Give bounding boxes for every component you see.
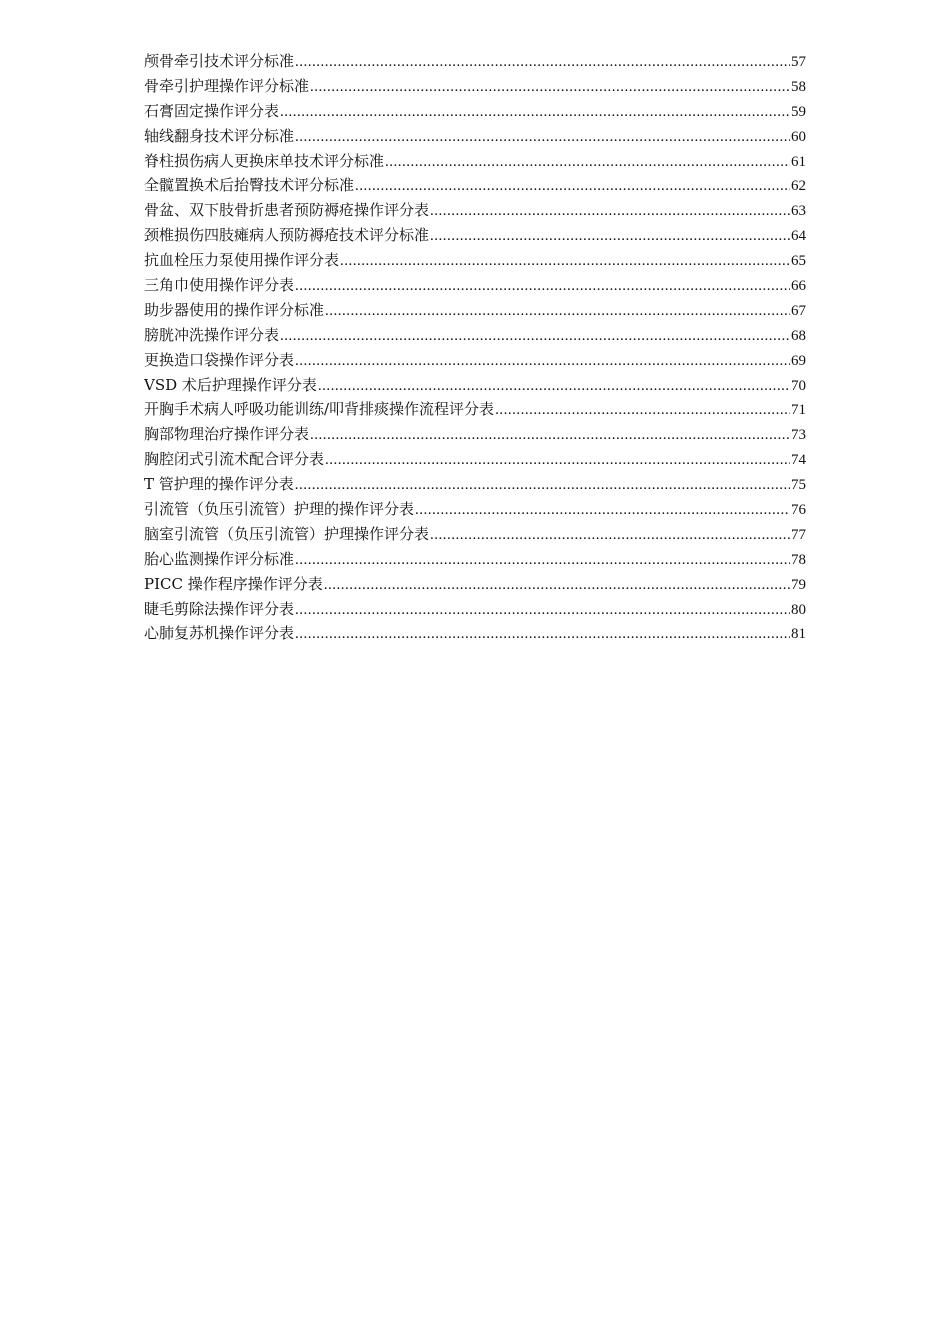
toc-entry-title: 开胸手术病人呼吸功能训练/叩背排痰操作流程评分表 (144, 400, 495, 419)
toc-entry-page: 66 (791, 278, 806, 295)
toc-dot-leader (295, 622, 790, 646)
toc-entry[interactable] (144, 621, 806, 646)
toc-entry-title: VSD 术后护理操作评分表 (144, 375, 317, 394)
toc-entry[interactable] (144, 572, 806, 597)
toc-entry[interactable] (144, 397, 806, 422)
toc-entry[interactable] (144, 248, 806, 273)
toc-entry-title: 心肺复苏机操作评分表 (144, 624, 295, 643)
toc-dot-leader (430, 523, 790, 547)
toc-entry[interactable] (144, 124, 806, 149)
toc-entry-title: 更换造口袋操作评分表 (144, 350, 295, 369)
toc-dot-leader (355, 174, 790, 198)
toc-entry-page: 61 (791, 153, 806, 170)
toc-entry[interactable] (144, 422, 806, 447)
toc-dot-leader (385, 150, 790, 174)
toc-entry-title: 胸腔闭式引流术配合评分表 (144, 450, 325, 469)
toc-entry[interactable] (144, 198, 806, 223)
toc-entry-title: 骨牵引护理操作评分标准 (144, 76, 310, 95)
toc-entry-page: 64 (791, 228, 806, 245)
toc-entry-title: 胸部物理治疗操作评分表 (144, 425, 310, 444)
toc-entry-page: 76 (791, 502, 806, 519)
toc-dot-leader (295, 125, 790, 149)
toc-entry-page: 71 (791, 402, 806, 419)
toc-entry-title: 胎心监测操作评分标准 (144, 549, 295, 568)
toc-entry-title: 骨盆、双下肢骨折患者预防褥疮操作评分表 (144, 201, 430, 220)
toc-entry[interactable] (144, 522, 806, 547)
toc-entry[interactable] (144, 223, 806, 248)
toc-entry[interactable] (144, 273, 806, 298)
toc-entry-page: 69 (791, 352, 806, 369)
toc-entry-page: 80 (791, 601, 806, 618)
toc-entry-title: 抗血栓压力泵使用操作评分表 (144, 251, 340, 270)
toc-entry-page: 65 (791, 253, 806, 270)
toc-entry-page: 78 (791, 551, 806, 568)
toc-entry[interactable] (144, 447, 806, 472)
toc-entry[interactable] (144, 547, 806, 572)
toc-entry-title: 石膏固定操作评分表 (144, 101, 280, 120)
toc-entry-page: 60 (791, 128, 806, 145)
toc-dot-leader (310, 75, 790, 99)
toc-dot-leader (295, 50, 790, 74)
toc-entry-title: 引流管（负压引流管）护理的操作评分表 (144, 500, 415, 519)
toc-entry-page: 74 (791, 452, 806, 469)
toc-entry-page: 58 (791, 78, 806, 95)
toc-entry[interactable] (144, 74, 806, 99)
toc-entry-page: 73 (791, 427, 806, 444)
toc-dot-leader (430, 199, 790, 223)
toc-dot-leader (325, 448, 790, 472)
toc-dot-leader (340, 249, 790, 273)
toc-entry[interactable] (144, 99, 806, 124)
toc-dot-leader (280, 100, 790, 124)
toc-dot-leader (280, 324, 790, 348)
toc-dot-leader (295, 473, 790, 497)
toc-entry-page: 62 (791, 178, 806, 195)
toc-dot-leader (295, 349, 790, 373)
toc-entry[interactable] (144, 472, 806, 497)
toc-entry-title: 脊柱损伤病人更换床单技术评分标准 (144, 151, 385, 170)
toc-entry-title: PICC 操作程序操作评分表 (144, 574, 323, 593)
toc-entry-page: 67 (791, 302, 806, 319)
toc-entry[interactable] (144, 373, 806, 398)
toc-entry-page: 63 (791, 203, 806, 220)
toc-entry[interactable] (144, 149, 806, 174)
toc-entry-title: 颅骨牵引技术评分标准 (144, 52, 295, 70)
toc-entry-title: 颈椎损伤四肢瘫病人预防褥疮技术评分标准 (144, 226, 430, 245)
toc-dot-leader (415, 498, 790, 522)
toc-entry[interactable] (144, 348, 806, 373)
toc-entry[interactable] (144, 173, 806, 198)
table-of-contents (144, 49, 806, 646)
toc-entry-title: 全髋置换术后抬臀技术评分标准 (144, 176, 355, 195)
toc-entry-page: 59 (791, 103, 806, 120)
toc-dot-leader (324, 573, 790, 597)
toc-dot-leader (295, 598, 790, 622)
toc-entry-page: 77 (791, 526, 806, 543)
toc-entry-page: 57 (791, 54, 806, 70)
toc-dot-leader (295, 274, 790, 298)
toc-entry[interactable] (144, 298, 806, 323)
toc-entry[interactable] (144, 323, 806, 348)
toc-entry-title: 助步器使用的操作评分标准 (144, 300, 325, 319)
toc-entry-title: T 管护理的操作评分表 (144, 475, 294, 494)
toc-entry-title: 轴线翻身技术评分标准 (144, 126, 295, 145)
toc-entry-page: 70 (791, 377, 806, 394)
toc-entry[interactable] (144, 597, 806, 622)
toc-entry[interactable] (144, 49, 806, 74)
toc-entry[interactable] (144, 497, 806, 522)
toc-entry-page: 68 (791, 327, 806, 344)
toc-dot-leader (318, 374, 790, 398)
toc-entry-title: 三角巾使用操作评分表 (144, 276, 295, 295)
toc-entry-page: 79 (791, 576, 806, 593)
toc-dot-leader (495, 398, 790, 422)
toc-dot-leader (295, 548, 790, 572)
toc-entry-page: 81 (791, 626, 806, 643)
toc-dot-leader (310, 423, 790, 447)
toc-dot-leader (430, 224, 790, 248)
toc-dot-leader (325, 299, 790, 323)
toc-entry-page: 75 (791, 477, 806, 494)
toc-entry-title: 脑室引流管（负压引流管）护理操作评分表 (144, 524, 430, 543)
toc-entry-title: 膀胱冲洗操作评分表 (144, 325, 280, 344)
toc-entry-title: 睫毛剪除法操作评分表 (144, 599, 295, 618)
